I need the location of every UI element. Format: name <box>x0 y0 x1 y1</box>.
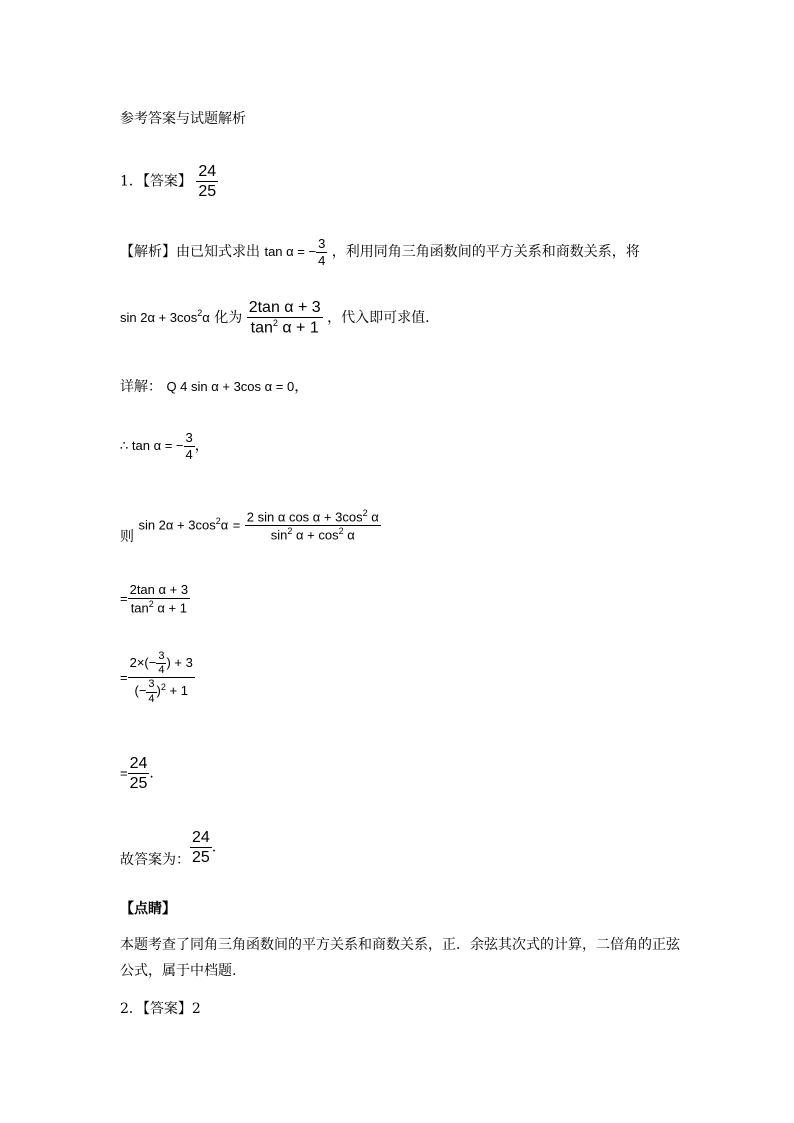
comment-text: 本题考查了同角三角函数间的平方关系和商数关系，正．余弦其次式的计算，二倍角的正弦公式，属于中档题. <box>120 937 680 979</box>
q1-answer-label: 1．【答案】 <box>120 173 192 190</box>
q1-convert-line: $\sin 2\alpha + 3\cos^2\alpha$ 化为 $\frac{\text{2tan α + 3}}{\tan^2 \alpha + 1}$ ，代入即可求值. <box>120 299 430 337</box>
q1-answer-line <box>120 162 218 201</box>
then-line: 则 $\sin 2\alpha + 3\cos^2\alpha$ = $\frac{2 \sin \alpha \cos \alpha + 3\cos^2 \alpha}{\sin^2 \alpha + \cos^2 \alpha}$ <box>120 508 379 546</box>
convert-fraction: $\frac{\text{2tan α + 3}}{\tan^2 \alpha + 1}$ <box>248 299 321 337</box>
then-fraction: $\frac{2 \sin \alpha \cos \alpha + 3\cos^2 \alpha}{\sin^2 \alpha + \cos^2 \alpha}$ <box>246 508 379 543</box>
page-title: 参考答案与试题解析 <box>120 111 246 127</box>
comment-label: 【点睛】 <box>120 901 176 917</box>
tan-fraction: $\frac{3}{4}$ <box>318 236 326 268</box>
q1-analysis-line <box>120 236 640 268</box>
q1-answer-fraction: $\frac{24}{25}$ <box>198 163 217 201</box>
step2-line: = $\frac{\text{2tan α + 3}}{\tan^2 \alpha + 1}$ <box>120 582 189 615</box>
analysis-rest: ，利用同角三角函数间的平方关系和商数关系，将 <box>331 244 640 261</box>
step4-line: = $\frac{24}{25}$ . <box>120 755 154 793</box>
tan-expr: tan α = − <box>264 244 317 260</box>
q2-answer-line: 2．【答案】2 <box>120 1001 201 1017</box>
step3-line: = 2×(− $\frac{3}{4}$ ) + 3 (− $\frac{3}{4}$ )$^2$ + 1 <box>120 650 193 705</box>
analysis-label: 【解析】由已知式求出 <box>120 244 260 261</box>
therefore-line: ∴ tan α = − $\frac{3}{4}$ ， <box>120 430 209 462</box>
detail-line: 详解： Q 4 sin α + 3cos α = 0， <box>120 379 309 395</box>
final-answer-line: 故答案为： $\frac{24}{25}$ . <box>120 829 217 868</box>
